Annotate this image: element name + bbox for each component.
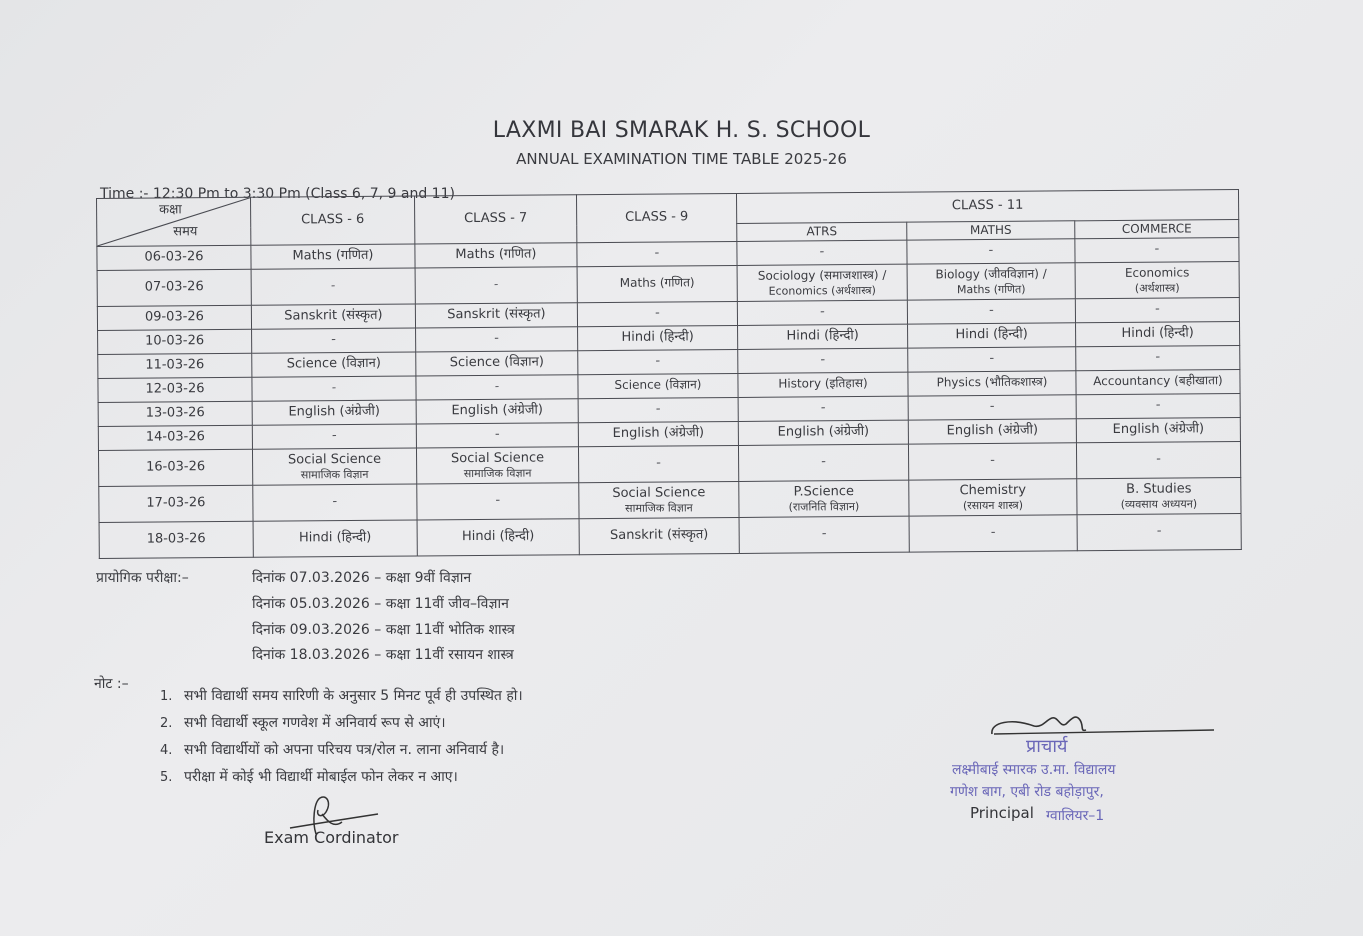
cell-class6 [251, 244, 415, 269]
subject-name: Hindi (हिन्दी) [1121, 325, 1194, 342]
subject-hindi-name: (व्यवसाय अध्ययन) [1120, 497, 1198, 511]
subject-name: Science (विज्ञान) [614, 377, 702, 393]
subject-name: - [989, 351, 995, 367]
practical-item: दिनांक 09.03.2026 – कक्षा 11वीं भोतिक शास्त्र [252, 622, 515, 638]
subject-name: Biology (जीवविज्ञान) / [935, 266, 1047, 281]
subject-name: - [655, 305, 660, 321]
cell-class9 [578, 445, 738, 482]
cell-maths [907, 263, 1075, 300]
subject-name: - [1154, 242, 1160, 258]
subject-name: - [820, 304, 825, 320]
note-number: 5. [160, 770, 173, 785]
subject-name: - [655, 401, 661, 417]
subject-name: English (अंग्रेजी) [451, 402, 543, 419]
note-text: सभी विद्यार्थीयों को अपना परिचय पत्र/रोल न. लाना अनिवार्य है। [184, 742, 505, 758]
row-date: 10-03-26 [98, 329, 252, 354]
subject-name: - [655, 353, 661, 369]
subject-name: - [820, 352, 826, 368]
subject-name: - [330, 278, 336, 293]
cell-commerce [1076, 346, 1240, 371]
cell-class9 [577, 265, 737, 302]
cell-class9 [578, 421, 738, 446]
note-text: परीक्षा में कोई भी विद्यार्थी मोबाईल फोन लेकर न आए। [184, 769, 458, 785]
subject-name: Hindi (हिन्दी) [298, 530, 372, 546]
cell-commerce [1075, 298, 1239, 323]
stamp-line: गणेश बाग, एबी रोड बहोड़ापुर, [950, 784, 1104, 800]
subject-name: - [1155, 302, 1160, 318]
row-date: 14-03-26 [98, 425, 252, 450]
subject-hindi-name: सामाजिक विज्ञान [463, 466, 532, 480]
row-date: 16-03-26 [98, 449, 252, 486]
subject-hindi-name: (रसायन शास्त्र) [962, 498, 1024, 512]
cell-commerce [1077, 514, 1241, 551]
practical-label: प्रायोगिक परीक्षा:– [96, 570, 189, 586]
cell-class6 [252, 376, 416, 401]
subject-hindi-name: (राजनिति विज्ञान) [788, 499, 860, 514]
subject-name: Maths (गणित) [292, 248, 374, 264]
subject-name: - [495, 493, 501, 509]
cell-class9 [579, 517, 739, 554]
subject-name: Sanskrit (संस्कृत) [609, 527, 709, 544]
note-text: सभी विद्यार्थी समय सारिणी के अनुसार 5 मिनट पूर्व ही उपस्थित हो। [184, 688, 523, 704]
subject-hindi-name: सामाजिक विज्ञान [625, 501, 693, 515]
subject-name: - [494, 379, 500, 394]
note-number: 2. [160, 716, 173, 731]
row-date: 12-03-26 [98, 377, 252, 402]
subject-name: - [494, 427, 500, 443]
practical-item: दिनांक 05.03.2026 – कक्षा 11वीं जीव–विज्ञान [252, 596, 509, 612]
cell-class6 [252, 424, 416, 449]
note-number: 4. [160, 743, 173, 758]
cell-class9 [578, 325, 738, 350]
subject-name: - [820, 400, 826, 416]
stamp-title: प्राचार्य [1026, 736, 1068, 757]
subject-name: English (अंग्रेजी) [288, 404, 380, 420]
subject-name: Maths (गणित) [455, 246, 537, 263]
cell-arts [739, 480, 909, 517]
subject-name: Economics [1124, 264, 1190, 280]
subject-name: B. Studies [1126, 480, 1192, 497]
row-date: 18-03-26 [99, 521, 253, 558]
cell-commerce [1076, 322, 1240, 347]
subject-name: Physics (भौतिकशास्त्र) [936, 374, 1048, 390]
cell-maths [908, 323, 1076, 348]
subject-name: - [819, 244, 825, 260]
cell-commerce [1075, 262, 1239, 299]
subject-name: - [1156, 524, 1162, 540]
stamp-line: ग्वालियर–1 [1046, 808, 1105, 824]
cell-class6 [252, 400, 416, 425]
cell-maths [908, 347, 1076, 372]
subject-name: P.Science [793, 483, 855, 500]
row-date: 17-03-26 [99, 485, 253, 522]
subject-name: Sociology (समाजशास्त्र) / [757, 267, 887, 283]
cell-class7 [416, 447, 578, 484]
subject-hindi-name: Economics (अर्थशास्त्र) [768, 283, 876, 298]
note-item [160, 740, 504, 759]
subject-name: - [990, 525, 996, 541]
header-class-11: CLASS - 11 [736, 190, 1238, 224]
note-item [160, 767, 458, 786]
cell-arts [737, 240, 907, 265]
corner-header [97, 197, 251, 246]
cell-maths [908, 395, 1076, 420]
note-text: सभी विद्यार्थी स्कूल गणवेश में अनिवार्य रूप से आएं। [184, 715, 446, 731]
cell-arts [738, 396, 908, 421]
subject-hindi-name: Maths (गणित) [956, 282, 1026, 296]
subject-name: English (अंग्रेजी) [777, 424, 870, 441]
practical-item: दिनांक 18.03.2026 – कक्षा 11वीं रसायन शास्त्र [252, 647, 514, 663]
cell-maths [908, 443, 1076, 480]
subject-name: Accountancy (बहीखाता) [1093, 373, 1223, 389]
cell-class6 [252, 328, 416, 353]
subject-name: Hindi (हिन्दी) [955, 327, 1028, 343]
cell-class6 [252, 352, 416, 377]
header-class-6: CLASS - 6 [250, 196, 414, 245]
subject-name: - [821, 526, 827, 542]
subject-name: - [988, 303, 994, 319]
row-date: 06-03-26 [97, 245, 251, 270]
cell-arts [738, 372, 908, 397]
subject-name: - [1155, 398, 1161, 414]
cell-class6 [253, 520, 417, 557]
subject-name: English (अंग्रेजी) [1112, 421, 1205, 438]
note-item [160, 686, 523, 705]
cell-class7 [416, 399, 578, 424]
subject-name: Maths (गणित) [619, 275, 695, 291]
principal-label: Principal [970, 804, 1034, 822]
cell-class7 [417, 519, 579, 556]
exam-coordinator-label: Exam Cordinator [264, 828, 399, 847]
cell-class9 [577, 241, 737, 266]
row-date: 07-03-26 [97, 269, 251, 306]
subject-name: Social Science [287, 451, 382, 467]
note-label: नोट :– [94, 676, 129, 692]
cell-maths [909, 515, 1077, 552]
timetable [96, 189, 1241, 559]
cell-maths [907, 299, 1075, 324]
subject-name: - [494, 331, 500, 347]
exam-subtitle: ANNUAL EXAMINATION TIME TABLE 2025-26 [516, 150, 847, 168]
subject-name: - [331, 428, 337, 444]
subject-hindi-name: सामाजिक विज्ञान [300, 467, 369, 482]
cell-maths [907, 239, 1075, 264]
cell-class9 [578, 349, 738, 374]
subject-name: Science (विज्ञान) [286, 356, 381, 372]
cell-class7 [416, 327, 578, 352]
cell-class7 [415, 243, 577, 268]
cell-maths [908, 419, 1076, 444]
subject-name: Sanskrit (संस्कृत) [447, 306, 546, 323]
subject-name: - [1156, 452, 1162, 468]
subject-name: Chemistry [959, 482, 1027, 498]
subject-name: Social Science [612, 484, 706, 501]
subject-name: English (अंग्रेजी) [612, 425, 705, 442]
subject-name: Hindi (हिन्दी) [461, 528, 535, 545]
cell-maths [908, 371, 1076, 396]
cell-commerce [1076, 394, 1240, 419]
cell-arts [739, 516, 909, 553]
subject-name: Science (विज्ञान) [449, 354, 544, 371]
row-date: 09-03-26 [97, 305, 251, 330]
cell-arts [738, 420, 908, 445]
corner-time-label: समय [173, 224, 198, 240]
cell-class7 [417, 483, 579, 520]
cell-arts [738, 444, 908, 481]
cell-class7 [415, 303, 577, 328]
cell-class6 [251, 268, 415, 305]
cell-class9 [578, 397, 738, 422]
principal-signature [986, 708, 1218, 744]
subject-name: - [654, 245, 660, 261]
subject-name: English (अंग्रेजी) [946, 422, 1039, 439]
subject-name: - [656, 455, 662, 471]
cell-commerce [1076, 418, 1240, 443]
cell-class7 [416, 375, 578, 400]
cell-commerce [1075, 238, 1239, 263]
stamp-line: लक्ष्मीबाई स्मारक उ.मा. विद्यालय [952, 762, 1116, 778]
cell-class7 [416, 351, 578, 376]
subject-name: - [331, 380, 337, 395]
cell-commerce [1077, 478, 1241, 515]
subject-name: Sanskrit (संस्कृत) [284, 308, 383, 324]
subject-name: - [988, 243, 994, 259]
school-title: LAXMI BAI SMARAK H. S. SCHOOL [492, 118, 871, 143]
note-number: 1. [160, 689, 173, 704]
cell-class6 [252, 448, 416, 485]
subject-hindi-name: (अर्थशास्त्र) [1134, 281, 1180, 295]
cell-commerce [1076, 442, 1240, 479]
subject-name: - [493, 277, 499, 292]
subject-name: - [990, 453, 995, 469]
corner-class-label: कक्षा [159, 202, 182, 218]
header-class-7: CLASS - 7 [414, 195, 576, 244]
subject-name: - [821, 454, 826, 470]
cell-class7 [416, 423, 578, 448]
practical-item: दिनांक 07.03.2026 – कक्षा 9वीं विज्ञान [252, 570, 472, 586]
table-row [99, 514, 1241, 559]
subject-name: - [1155, 350, 1161, 366]
header-maths: MATHS [907, 221, 1075, 240]
header-arts: ATRS [737, 222, 907, 241]
exam-time: Time :- 12:30 Pm to 3:30 Pm (Class 6, 7, 9 and 11) [100, 186, 455, 202]
subject-name: Social Science [450, 449, 545, 466]
cell-arts [738, 324, 908, 349]
timetable-table [96, 189, 1242, 559]
cell-maths [909, 479, 1077, 516]
cell-class9 [579, 481, 739, 518]
subject-name: - [989, 399, 995, 415]
row-date: 11-03-26 [98, 353, 252, 378]
note-item [160, 713, 446, 732]
cell-class7 [415, 267, 577, 304]
cell-arts [737, 300, 907, 325]
cell-class6 [251, 304, 415, 329]
header-class-9: CLASS - 9 [576, 193, 736, 242]
subject-name: - [331, 332, 337, 348]
cell-commerce [1076, 370, 1240, 395]
subject-name: History (इतिहास) [778, 376, 868, 392]
row-date: 13-03-26 [98, 401, 252, 426]
cell-class9 [577, 301, 737, 326]
cell-arts [738, 348, 908, 373]
subject-name: Hindi (हिन्दी) [621, 329, 694, 346]
cell-class9 [578, 373, 738, 398]
subject-name: - [332, 494, 338, 510]
cell-class6 [253, 484, 417, 521]
subject-name: Hindi (हिन्दी) [786, 328, 859, 344]
cell-arts [737, 264, 907, 301]
header-commerce: COMMERCE [1075, 220, 1239, 239]
